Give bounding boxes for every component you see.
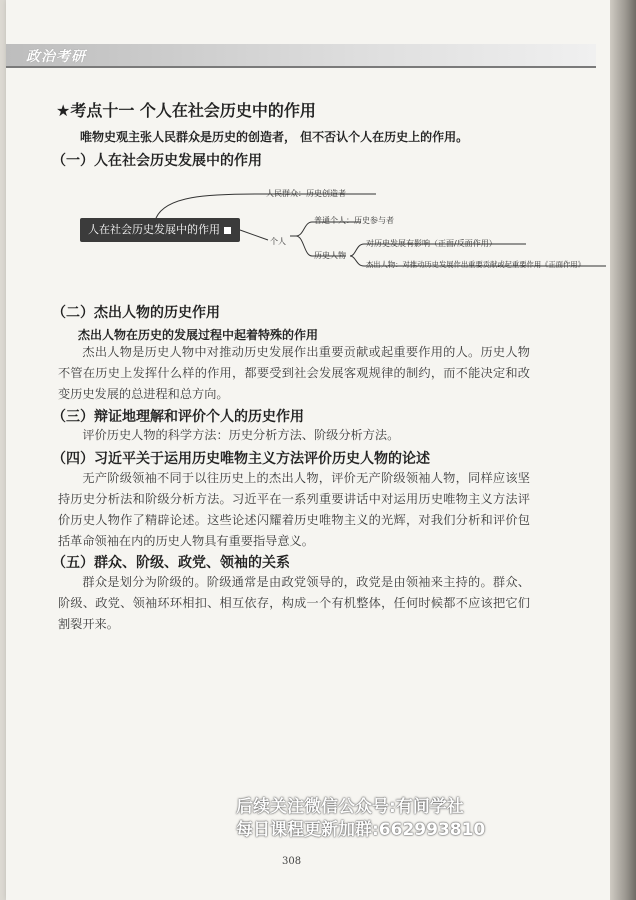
watermark-line-1: 后续关注微信公众号:有间学社: [236, 797, 464, 817]
section-3-body: 评价历史人物的科学方法：历史分析方法、阶级分析方法。: [82, 428, 400, 442]
section-3-heading: （三）辩证地理解和评价个人的历史作用: [52, 409, 304, 425]
section-4-body: 无产阶级领袖不同于以往历史上的杰出人物，评价无产阶级领袖人物，同样应该坚持历史分析法和阶级分析方法。习近平在一系列重要讲话中对运用历史唯物主义方法评价历史人物作了精辟论述。这些论述闪耀着历史唯物主义的光辉，对我们分析和评价包括革命领袖在内的历史人物具有重要指导意义。: [58, 471, 530, 548]
section-1-heading: （一）人在社会历史发展中的作用: [52, 153, 262, 169]
page-number: 308: [282, 856, 302, 867]
collapse-square-icon: [224, 227, 231, 234]
lead-statement: 唯物史观主张人民群众是历史的创造者， 但不否认个人在历史上的作用。: [80, 130, 469, 144]
topic-title: ★考点十一 个人在社会历史中的作用: [56, 101, 316, 120]
mindmap-connectors: [6, 0, 610, 300]
section-2-body: 杰出人物是历史人物中对推动历史发展作出重要贡献或起重要作用的人。历史人物不管在历史上发挥什么样的作用，都要受到社会发展客观规律的制约，而不能决定和改变历史发展的总进程和总方向。: [58, 345, 530, 401]
header-label: 政治考研: [26, 49, 86, 65]
mindmap-root-label: 人在社会历史发展中的作用: [88, 223, 220, 236]
binding-shadow: [610, 0, 636, 900]
mindmap-root-node: [80, 218, 240, 242]
section-2-subheading: 杰出人物在历史的发展过程中起着特殊的作用: [78, 328, 319, 342]
mindmap-node-historical-figure: 历史人物: [314, 251, 346, 260]
section-2-heading: （二）杰出人物的历史作用: [52, 305, 220, 321]
book-page: [6, 0, 610, 900]
footer-watermark: [236, 796, 485, 842]
mindmap-node-masses: 人民群众：历史创造者: [266, 189, 346, 198]
watermark-line-2: 每日课程更新加群:662993810: [236, 820, 486, 840]
mindmap-node-ordinary-person: 普通个人：历史参与者: [314, 216, 394, 225]
mindmap-node-outstanding: 杰出人物：对推动历史发展作出重要贡献或起重要作用《正面作用》: [366, 260, 585, 269]
section-4-heading: （四）习近平关于运用历史唯物主义方法评价历史人物的论述: [52, 451, 430, 467]
mindmap-node-individual: 个人: [270, 237, 286, 246]
section-5-heading: （五）群众、阶级、政党、领袖的关系: [52, 555, 290, 571]
mindmap-node-influence: 对历史发展有影响（正面/反面作用）: [366, 239, 497, 248]
section-5-body: 群众是划分为阶级的。阶级通常是由政党领导的，政党是由领袖来主持的。群众、阶级、政党、领袖环环相扣、相互依存，构成一个有机整体，任何时候都不应该把它们割裂开来。: [58, 575, 530, 631]
